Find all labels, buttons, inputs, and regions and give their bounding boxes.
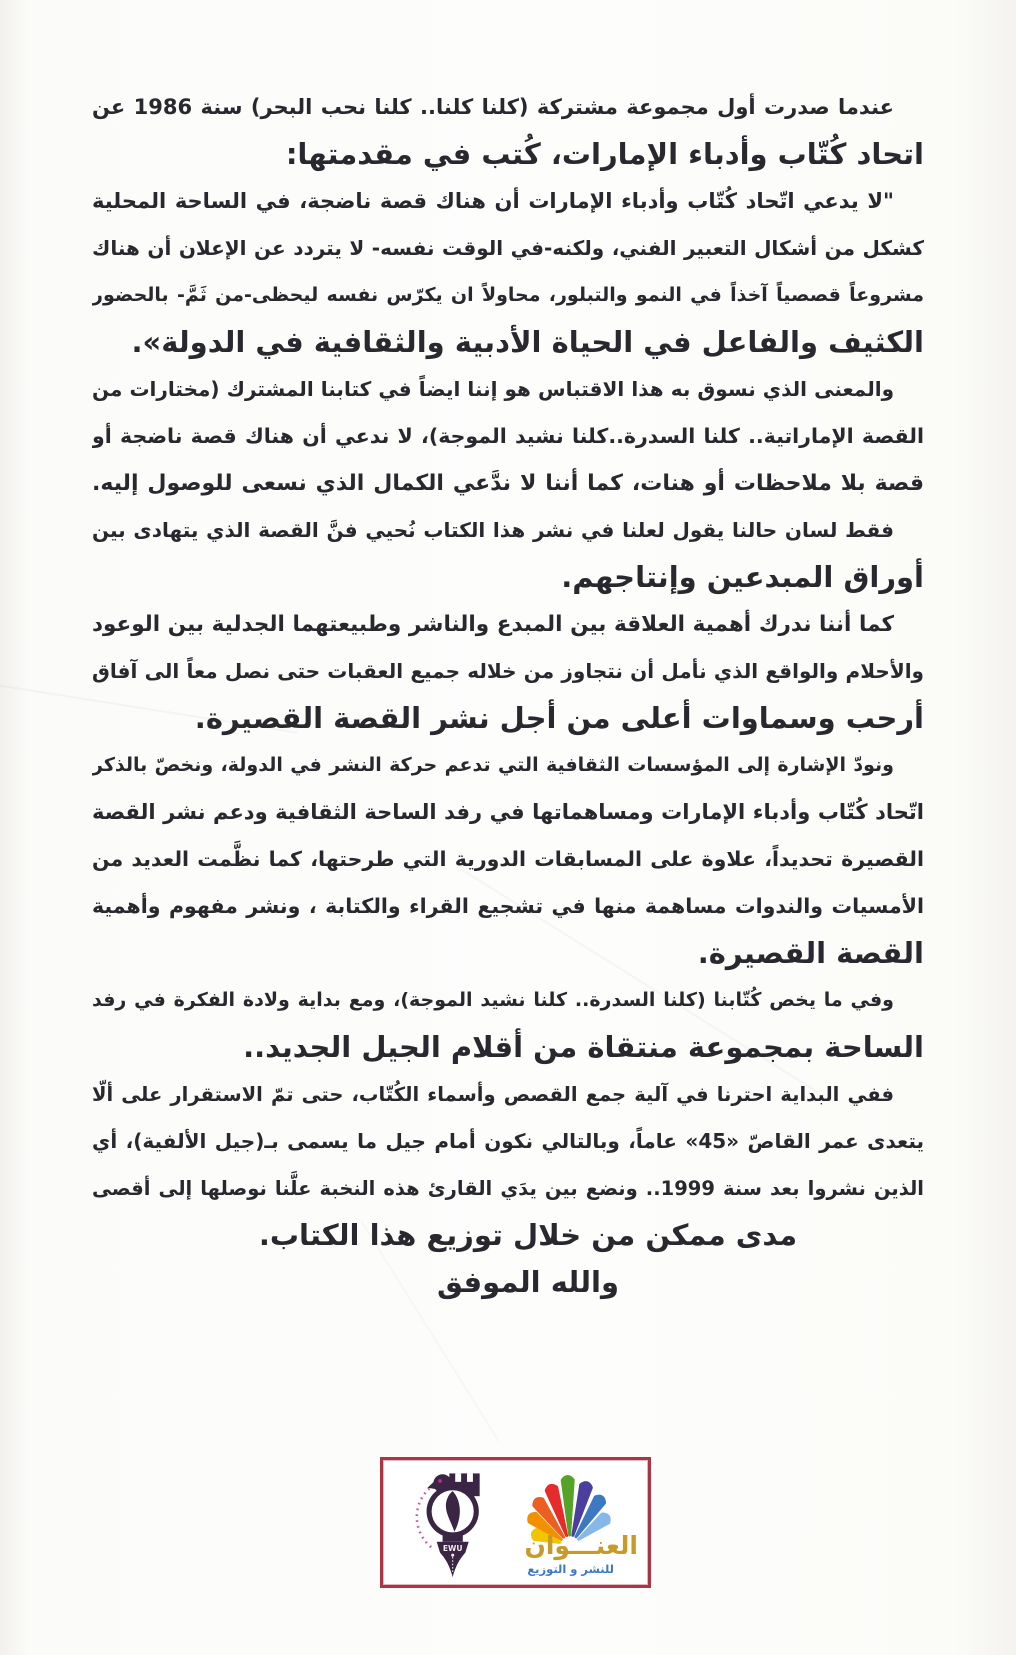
text-line: وفي ما يخص كُتّابنا (كلنا السدرة.. كلنا نشيد الموجة)، ومع بداية ولادة الفكرة في رفد <box>92 989 894 1011</box>
onwan-publisher-logo <box>492 1462 642 1583</box>
text-line: الساحة بمجموعة منتقاة من أقلام الجيل الجديد.. <box>243 1030 924 1064</box>
ewu-writers-union-logo <box>405 1465 497 1583</box>
text-line: الأمسيات والندوات مساهمة منها في تشجيع القراء والكتابة ، ونشر مفهوم وأهمية <box>92 894 924 918</box>
emblem-stem <box>443 1534 463 1542</box>
text-line: كشكل من أشكال التعبير الفني، ولكنه-في الوقت نفسه- لا يتردد عن الإعلان أن هناك <box>92 236 924 260</box>
text-line: كما أننا ندرك أهمية العلاقة بين المبدع والناشر وطبيعتهما الجدلية بين الوعود <box>92 612 894 637</box>
preface-text <box>92 84 924 1306</box>
text-line: والمعنى الذي نسوق به هذا الاقتباس هو إننا ايضاً في كتابنا المشترك (مختارات من <box>92 377 894 401</box>
text-line: فقط لسان حالنا يقول لعلنا في نشر هذا الكتاب نُحيي فنَّ القصة الذي يتهادى بين <box>92 518 894 542</box>
text-line: أرحب وسماوات أعلى من أجل نشر القصة القصيرة. <box>194 701 924 735</box>
text-line: ففي البداية احترنا في آلية جمع القصص وأسماء الكُتّاب، حتى تمّ الاستقرار على ألّا <box>92 1083 894 1106</box>
bird-eye <box>438 1479 442 1483</box>
text-line: يتعدى عمر القاصّ «45» عاماً، وبالتالي نكون أمام جيل ما يسمى بـ(جيل الألفية)، أي <box>92 1129 924 1153</box>
text-line: مدى ممكن من خلال توزيع هذا الكتاب. <box>258 1218 798 1252</box>
onwan-wordmark: العنـــوان <box>524 1531 638 1560</box>
text-line: القصيرة تحديداً، علاوة على المسابقات الدورية التي طرحتها، كما نظَّمت العديد من <box>92 847 924 871</box>
text-line: أوراق المبدعين وإنتاجهم. <box>561 560 924 594</box>
text-line: الذين نشروا بعد سنة 1999.. ونضع بين يدَي القارئ هذه النخبة علَّنا نوصلها إلى أقصى <box>92 1177 924 1200</box>
onwan-subtitle: للنشر و التوزيع <box>527 1562 614 1576</box>
merlon-notch <box>467 1473 473 1481</box>
text-line: اتحاد كُتّاب وأدباء الإمارات، كُتب في مقدمتها: <box>285 137 924 171</box>
text-line: والله الموفق <box>437 1265 619 1299</box>
nib-hole <box>451 1554 454 1557</box>
merlon-notch <box>455 1473 461 1481</box>
text-line: ونودّ الإشارة إلى المؤسسات الثقافية التي تدعم حركة النشر في الدولة، ونخصّ بالذكر <box>92 754 894 776</box>
bird-beak <box>427 1478 438 1490</box>
ewu-abbr-text: EWU <box>442 1543 463 1553</box>
text-line: والأحلام والواقع الذي نأمل أن نتجاوز من خلاله جميع العقبات حتى نصل معاً الى آفاق <box>92 659 924 683</box>
text-line: الكثيف والفاعل في الحياة الأدبية والثقافية في الدولة». <box>131 325 924 359</box>
text-line: اتّحاد كُتّاب وأدباء الإمارات ومساهماتها في رفد الساحة الثقافية ودعم نشر القصة <box>92 800 924 824</box>
text-line: القصة الإماراتية.. كلنا السدرة..كلنا نشيد الموجة)، لا ندعي أن هناك قصة ناضجة أو <box>92 424 924 448</box>
text-line: عندما صدرت أول مجموعة مشتركة (كلنا كلنا.. كلنا نحب البحر) سنة 1986 عن <box>92 95 894 119</box>
text-line: "لا يدعي اتّحاد كُتّاب وأدباء الإمارات أن هناك قصة ناضجة، في الساحة المحلية <box>92 189 894 213</box>
publishers-box <box>380 1457 651 1588</box>
text-line: مشروعاً قصصياً آخذاً في النمو والتبلور، محاولاً ان يكرّس نفسه ليحظى-من ثَمَّ- بالحضور <box>92 284 924 306</box>
text-line: القصة القصيرة. <box>697 936 924 970</box>
text-line: قصة بلا ملاحظات أو هنات، كما أننا لا ندَّعي الكمال الذي نسعى للوصول إليه. <box>92 471 924 496</box>
